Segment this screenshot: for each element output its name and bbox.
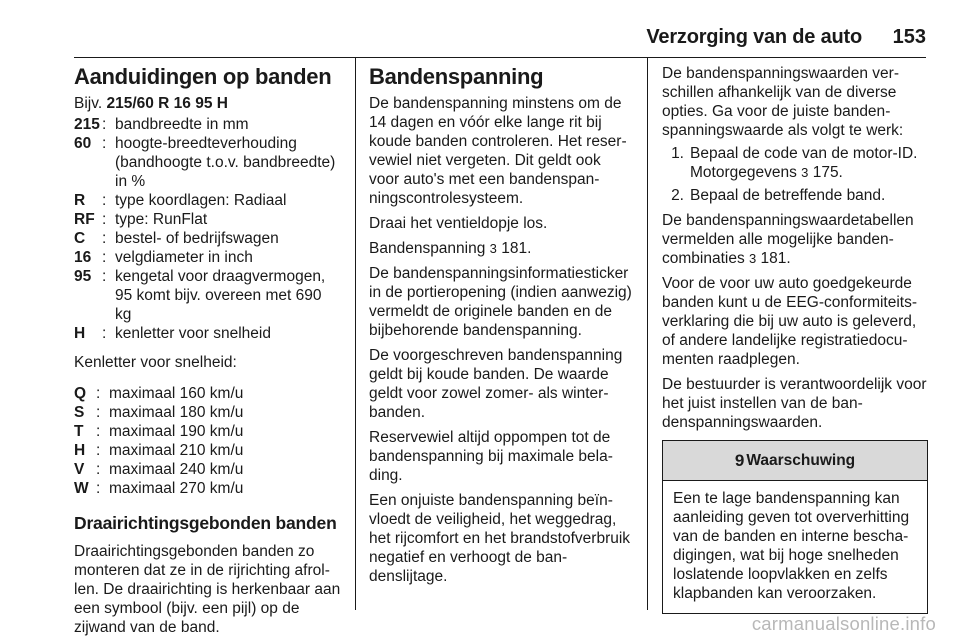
code-separator: :: [96, 423, 101, 440]
reference-page: 181.: [496, 240, 532, 257]
code-separator: :: [102, 135, 107, 152]
code-separator: :: [102, 116, 107, 133]
code-separator: :: [96, 404, 101, 421]
watermark: carmanualsonline.info: [751, 613, 936, 634]
code-key: 16: [74, 249, 92, 266]
page-reference-icon: 3: [489, 241, 497, 256]
list-item: [74, 479, 342, 498]
list-item: [74, 460, 342, 479]
paragraph-with-reference: [662, 211, 928, 268]
step-number: 2.: [671, 187, 684, 204]
code-separator: :: [96, 385, 101, 402]
code-key: RF: [74, 211, 95, 228]
list-item: [74, 210, 342, 229]
code-value: maximaal 270 km/u: [109, 480, 244, 497]
section-heading-tyre-pressure: Bandenspanning: [369, 64, 544, 89]
code-value: maximaal 160 km/u: [109, 385, 244, 402]
example-label: Bijv.: [74, 95, 103, 112]
code-key: S: [74, 404, 85, 421]
code-separator: :: [102, 249, 107, 266]
code-value: maximaal 210 km/u: [109, 442, 244, 459]
warning-text: Een te lage bandenspanning kan aanleiding geven tot oververhitting van de banden en interne beschadigingen, wat bij hoge snelheden loslatende loopvlakken en zelfs klapbanden kan veroorzaken.: [673, 490, 910, 602]
section-heading-tyre-markings: Aanduidingen op banden: [74, 64, 332, 89]
directional-tyres-text: Draairichtingsgebonden banden zo monteren dat ze in de rijrichting afrollen. De draairichting is herkenbaar aan een symbool (bijv. een pijl) op de zijwand van de band.: [74, 543, 341, 636]
code-separator: :: [102, 230, 107, 247]
list-item: [662, 144, 928, 182]
column-tyre-markings: [74, 64, 342, 642]
paragraph: De voorgeschreven bandenspanning geldt bij koude banden. De waarde geldt voor zowel zomer- als winterbanden.: [369, 347, 623, 421]
paragraph: De bandenspanning minstens om de 14 dagen en vóór elke lange rit bij koude banden controleren. Het reservewiel niet vergeten. Dit geldt ook voor auto's met een bandenspanningscontrolesysteem.: [369, 95, 627, 207]
steps-list: [662, 144, 928, 205]
code-value: maximaal 190 km/u: [109, 423, 244, 440]
code-value: bestel- of bedrijfswagen: [115, 230, 279, 247]
page-header: [74, 28, 926, 54]
code-value: maximaal 240 km/u: [109, 461, 244, 478]
step-body: Bepaal de code van de motor-ID. Motorgegevens: [690, 145, 918, 181]
speed-intro: Kenletter voor snelheid:: [74, 354, 237, 371]
paragraph: Reservewiel altijd oppompen tot de bandenspanning bij maximale belading.: [369, 429, 613, 484]
code-key: 60: [74, 135, 92, 152]
column-tyre-pressure: [369, 64, 635, 592]
code-key: C: [74, 230, 86, 247]
code-separator: :: [96, 461, 101, 478]
paragraph: Draai het ventieldopje los.: [369, 215, 548, 232]
code-separator: :: [102, 211, 107, 228]
code-key: H: [74, 325, 86, 342]
step-text: [690, 144, 928, 182]
page-number: 153: [892, 26, 926, 48]
list-item: [74, 134, 342, 191]
list-item: [74, 115, 342, 134]
code-separator: :: [102, 268, 107, 285]
speed-code-list: [74, 384, 342, 498]
paragraph: Voor de voor uw auto goedgekeurde banden kunt u de EEG-conformiteitsverklaring die bij uw auto is geleverd, of andere landelijke registratiedocumenten raadplegen.: [662, 275, 918, 368]
code-value: kengetal voor draagvermogen, 95 komt bijv. overeen met 690 kg: [115, 268, 326, 323]
list-item: [74, 384, 342, 403]
paragraph: De bandenspanningsinformatiesticker in de portieropening (indien aanwezig) vermeldt de originele banden en de bijbehorende bandenspanning.: [369, 265, 632, 339]
code-value: type koordlagen: Radiaal: [115, 192, 287, 209]
reference-text: Bandenspanning: [369, 240, 490, 257]
code-value: bandbreedte in mm: [115, 116, 249, 133]
code-key: Q: [74, 385, 87, 402]
step-number: 1.: [671, 145, 684, 162]
list-item: [74, 441, 342, 460]
column-divider-1: [355, 58, 356, 610]
warning-header: [663, 441, 927, 481]
reference-text: De bandenspanningswaardetabellen vermelden alle mogelijke bandencombinaties: [662, 212, 914, 267]
code-separator: :: [96, 480, 101, 497]
code-key: T: [74, 423, 84, 440]
paragraph: De bestuurder is verantwoordelijk voor het juist instellen van de bandenspanningswaarden.: [662, 376, 927, 431]
header-title: Verzorging van de auto: [646, 26, 862, 48]
code-value: hoogte-breedteverhouding (bandhoogte t.o.v. bandbreedte) in %: [115, 135, 336, 190]
column-pressure-values: [662, 64, 928, 614]
reference-page: 175.: [808, 164, 843, 181]
code-key: 215: [74, 116, 100, 133]
list-item: [74, 267, 342, 324]
subheading-directional-tyres: Draairichtingsgebonden banden: [74, 513, 337, 533]
code-value: kenletter voor snelheid: [115, 325, 271, 342]
code-key: W: [74, 480, 89, 497]
example-line: [74, 94, 342, 113]
code-key: V: [74, 461, 85, 478]
code-key: H: [74, 442, 86, 459]
code-separator: :: [102, 325, 107, 342]
list-item: [74, 229, 342, 248]
list-item: [74, 248, 342, 267]
code-key: 95: [74, 268, 92, 285]
header-divider: [74, 57, 926, 58]
paragraph: Een onjuiste bandenspanning beïnvloedt de veiligheid, het weggedrag, het rijcomfort en het brandstofverbruik negatief en verhoogt de bandenslijtage.: [369, 492, 631, 585]
list-item: [74, 422, 342, 441]
step-text: Bepaal de betreffende band.: [690, 187, 886, 204]
list-item: [74, 403, 342, 422]
list-item: [662, 186, 928, 205]
page-reference-icon: 3: [801, 165, 809, 180]
code-value: type: RunFlat: [115, 211, 208, 228]
code-key: R: [74, 192, 86, 209]
column-divider-2: [647, 58, 648, 610]
code-separator: :: [96, 442, 101, 459]
example-code: 215/60 R 16 95 H: [106, 95, 228, 112]
tyre-code-list: [74, 115, 342, 343]
page-reference-icon: 3: [749, 251, 757, 266]
warning-box: [662, 440, 928, 614]
code-value: maximaal 180 km/u: [109, 404, 244, 421]
paragraph-with-reference: [369, 239, 635, 258]
reference-page: 181.: [756, 250, 791, 267]
list-item: [74, 191, 342, 210]
warning-title: Waarschuwing: [746, 452, 856, 469]
code-value: velgdiameter in inch: [115, 249, 253, 266]
list-item: [74, 324, 342, 343]
paragraph: De bandenspanningswaarden verschillen afhankelijk van de diverse opties. Ga voor de juiste bandenspanningswaarde als volgt te werk:: [662, 65, 904, 139]
code-separator: :: [102, 192, 107, 209]
warning-icon: 9: [734, 451, 745, 470]
